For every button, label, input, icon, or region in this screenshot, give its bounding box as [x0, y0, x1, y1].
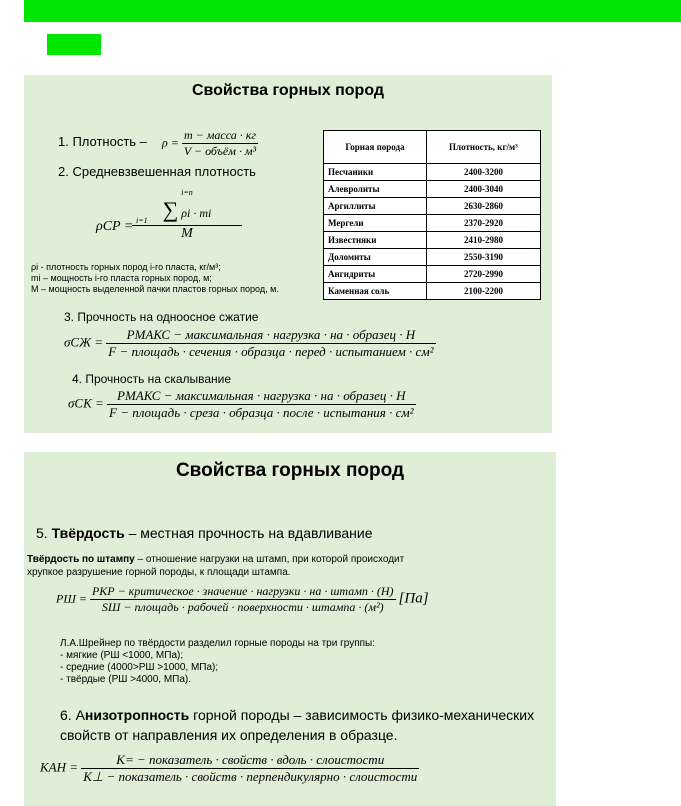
- density-value: 2400-3040: [426, 181, 540, 198]
- density-value: 2630-2860: [426, 198, 540, 215]
- anisotropy-def-line2: свойств от направления их определения в образце.: [60, 727, 398, 743]
- table-header-rock: Горная порода: [324, 131, 427, 164]
- density-numerator: m − масса · кг: [182, 128, 258, 144]
- rock-name: Мергели: [324, 215, 427, 232]
- density-formula: [162, 128, 258, 159]
- green-marker-box: [47, 34, 101, 55]
- table-row: [324, 283, 541, 300]
- table-row: [324, 232, 541, 249]
- item5-number: 5.: [36, 525, 48, 541]
- weighted-density-label: 2. Средневзвешенная плотность: [58, 164, 256, 179]
- rock-name: Ангидриты: [324, 266, 427, 283]
- rock-name: Доломиты: [324, 249, 427, 266]
- anisotropy-formula: [40, 752, 419, 785]
- table-row: [324, 249, 541, 266]
- density-value: 2370-2920: [426, 215, 540, 232]
- rock-name: Каменная соль: [324, 283, 427, 300]
- sum-term: ρi · mi: [181, 206, 212, 220]
- density-value: 2410-2980: [426, 232, 540, 249]
- stamp-fraction: [90, 584, 396, 615]
- density-value: 2100-2200: [426, 283, 540, 300]
- p-sh-symbol: PШ =: [56, 591, 87, 606]
- rock-name: Алевролиты: [324, 181, 427, 198]
- shreiner-groups: [60, 638, 375, 686]
- slide2-title: Свойства горных пород: [175, 460, 405, 481]
- table-row: [324, 164, 541, 181]
- rho-symbol: ρ =: [162, 135, 179, 150]
- density-label: 1. Плотность –: [58, 134, 147, 149]
- note-M: М – мощность выделенной пачки пластов горных пород, м.: [31, 284, 279, 294]
- slide1-title: Свойства горных пород: [191, 82, 385, 99]
- sigma-sk-symbol: σСК =: [68, 395, 104, 411]
- density-denominator: V − объём · м³: [183, 144, 257, 158]
- slide-rock-properties-1: [24, 75, 552, 433]
- density-table: [323, 130, 541, 300]
- table-header-density: Плотность, кг/м³: [426, 131, 540, 164]
- sum-denominator: M: [181, 226, 193, 241]
- top-green-bar: [24, 0, 681, 22]
- compression-label: 3. Прочность на одноосное сжатие: [64, 310, 259, 324]
- weighted-density-fraction: [132, 188, 242, 242]
- stamp-hardness-formula: [56, 584, 429, 615]
- stamp-numerator: PКР − критическое · значение · нагрузки · на · штамп · (Н): [91, 584, 394, 598]
- hardness-definition: – местная прочность на вдавливание: [124, 525, 373, 541]
- sum-lower-limit: i=1: [136, 216, 148, 225]
- hardness-heading: [36, 525, 373, 541]
- shear-numerator: PМАКС − максимальная · нагрузка · на · образец · Н: [107, 388, 416, 405]
- stamp-hardness-def-line2: хрупкое разрушение горной породы, к площади штампа.: [27, 567, 291, 578]
- note-rho: ρi - плотность горных пород i-го пласта, кг/м³;: [31, 262, 221, 272]
- shreiner-intro: Л.А.Шрейнер по твёрдости разделил горные породы на три группы:: [60, 638, 375, 649]
- shear-formula: [68, 388, 416, 421]
- note-m: mi – мощность i-го пласта горных пород, м;: [31, 273, 212, 283]
- k-an-symbol: KАН =: [40, 759, 79, 775]
- density-value: 2550-3190: [426, 249, 540, 266]
- shear-fraction: [107, 388, 416, 421]
- stamp-hardness-text: [27, 553, 404, 579]
- sum-upper-limit: i=n: [181, 188, 193, 197]
- table-row: [324, 198, 541, 215]
- compression-fraction: [106, 327, 435, 360]
- shear-label: 4. Прочность на скалывание: [72, 372, 232, 386]
- density-notes: [31, 262, 279, 295]
- pascal-unit: [Па]: [398, 590, 429, 607]
- slide-rock-properties-2: [24, 452, 556, 806]
- item6-prefix: 6. А: [60, 707, 85, 723]
- sum-symbol: ∑: [162, 197, 179, 222]
- stamp-denominator: SШ − площадь · рабочей · поверхности · штампа · (м²): [101, 600, 384, 614]
- stamp-hardness-def: – отношение нагрузки на штамп, при которой происходит: [134, 554, 405, 565]
- compression-formula: [64, 327, 436, 360]
- rock-name: Аргиллиты: [324, 198, 427, 215]
- shear-denominator: F − площадь · среза · образца · после · испытания · см²: [109, 405, 414, 420]
- sigma-sj-symbol: σСЖ =: [64, 334, 104, 350]
- density-value: 2400-3200: [426, 164, 540, 181]
- hardness-term: Твёрдость: [51, 525, 125, 541]
- table-row: [324, 266, 541, 283]
- anisotropy-text: [60, 705, 534, 745]
- group-soft: - мягкие (PШ <1000, МПа);: [60, 650, 184, 661]
- anisotropy-denominator: K⊥ − показатель · свойств · перпендикулярно · слоистости: [83, 769, 418, 784]
- density-value: 2720-2990: [426, 266, 540, 283]
- group-medium: - средние (4000>PШ >1000, МПа);: [60, 662, 219, 673]
- table-row: [324, 181, 541, 198]
- rock-name: Песчаники: [324, 164, 427, 181]
- group-hard: - твёрдые (PШ >4000, МПа).: [60, 674, 192, 685]
- density-fraction: [182, 128, 258, 159]
- rho-cp-symbol: ρCP =: [96, 219, 134, 234]
- anisotropy-term: низотропность: [84, 707, 190, 723]
- compression-denominator: F − площадь · сечения · образца · перед · испытанием · см²: [108, 344, 434, 359]
- rock-name: Известняки: [324, 232, 427, 249]
- anisotropy-fraction: [81, 752, 419, 785]
- compression-numerator: PМАКС − максимальная · нагрузка · на · образец · Н: [106, 327, 435, 344]
- anisotropy-numerator: K= − показатель · свойств · вдоль · слоистости: [81, 752, 419, 769]
- stamp-hardness-term: Твёрдость по штампу: [27, 554, 135, 565]
- table-row: [324, 215, 541, 232]
- anisotropy-def: горной породы – зависимость физико-механических: [189, 707, 535, 723]
